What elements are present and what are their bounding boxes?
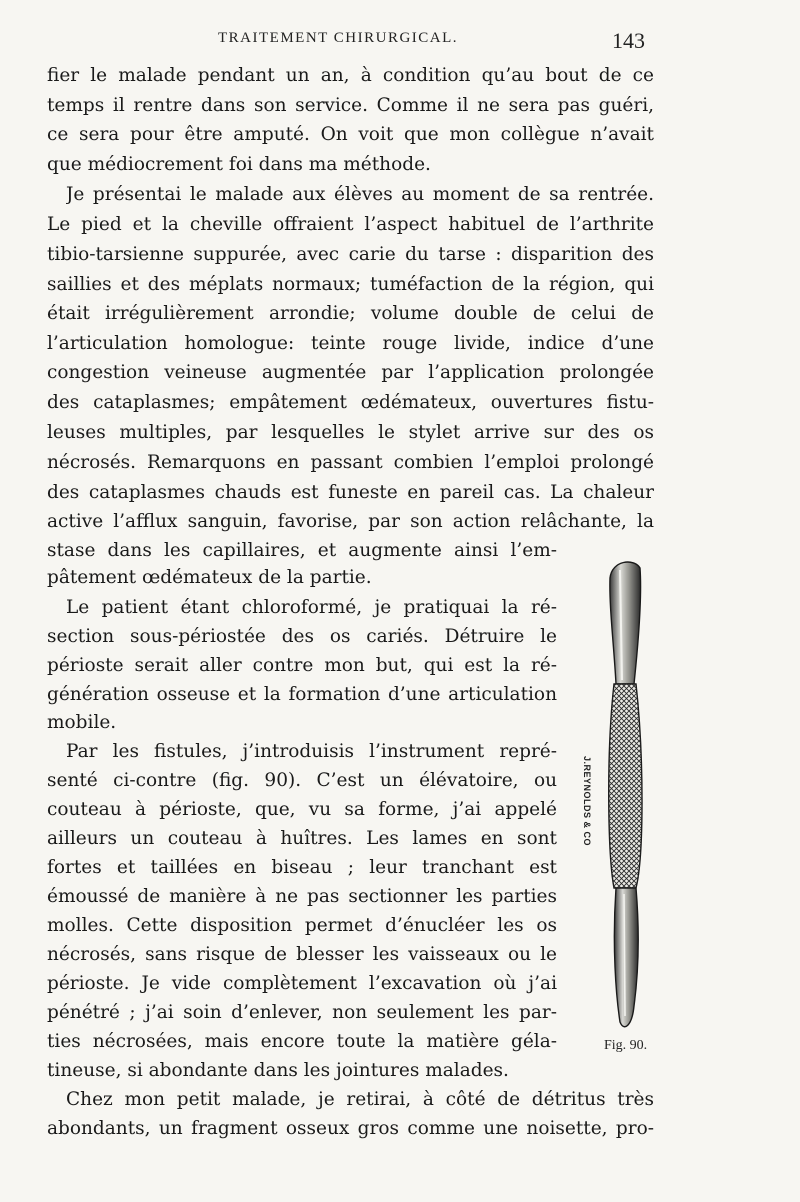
text-line: stase dans les capillaires, et augmente ainsi l’em- xyxy=(47,540,557,561)
text-line: tineuse, si abondante dans les jointures malades. xyxy=(47,1060,509,1081)
text-line: nécrosés. Remarquons en passant combien l’emploi prolongé xyxy=(47,452,654,473)
text-line: molles. Cette disposition permet d’énucléer les os xyxy=(47,915,557,936)
engraver-mark-text: J.REYNOLDS & CO xyxy=(582,756,592,847)
text-line: ce sera pour être amputé. On voit que mon collègue n’avait xyxy=(47,124,654,145)
text-line: nécrosés, sans risque de blesser les vaisseaux ou le xyxy=(47,944,557,965)
text-line: temps il rentre dans son service. Comme il ne sera pas guéri, xyxy=(47,95,654,116)
paragraph-start-line: Le patient étant chloroformé, je pratiquai la ré- xyxy=(66,597,557,618)
engraver-mark xyxy=(576,756,594,870)
text-line: périoste serait aller contre mon but, qui est la ré- xyxy=(47,655,557,676)
text-line: abondants, un fragment osseux gros comme une noisette, pro- xyxy=(47,1118,654,1139)
text-line: fier le malade pendant un an, à condition qu’au bout de ce xyxy=(47,65,654,86)
text-line: pénétré ; j’ai soin d’enlever, non seulement les par- xyxy=(47,1002,557,1023)
text-line: émoussé de manière à ne pas sectionner les parties xyxy=(47,886,557,907)
page-number: 143 xyxy=(612,28,645,53)
text-line: que médiocrement foi dans ma méthode. xyxy=(47,154,431,175)
text-line: Le pied et la cheville offraient l’aspect habituel de l’arthrite xyxy=(47,214,654,235)
paragraph-start-line: Par les fistules, j’introduisis l’instrument repré- xyxy=(66,741,557,762)
text-line: l’articulation homologue: teinte rouge livide, indice d’une xyxy=(47,333,654,354)
text-line: saillies et des méplats normaux; tuméfaction de la région, qui xyxy=(47,274,654,295)
text-line: couteau à périoste, que, vu sa forme, j’ai appelé xyxy=(47,799,557,820)
text-line: ailleurs un couteau à huîtres. Les lames en sont xyxy=(47,828,557,849)
text-line: senté ci-contre (fig. 90). C’est un élévatoire, ou xyxy=(47,770,557,791)
text-line: leuses multiples, par lesquelles le stylet arrive sur des os xyxy=(47,422,654,443)
paragraph-start-line: Chez mon petit malade, je retirai, à côté de détritus très xyxy=(66,1089,654,1110)
text-line: section sous-périostée des os cariés. Détruire le xyxy=(47,626,557,647)
text-line: congestion veineuse augmentée par l’application prolongée xyxy=(47,362,654,383)
text-line: génération osseuse et la formation d’une articulation xyxy=(47,684,557,705)
text-line: des cataplasmes; empâtement œdémateux, ouvertures fistu- xyxy=(47,392,654,413)
text-line: était irrégulièrement arrondie; volume double de celui de xyxy=(47,303,654,324)
paragraph-start-line: Je présentai le malade aux élèves au moment de sa rentrée. xyxy=(66,184,654,205)
text-line: ties nécrosées, mais encore toute la matière géla- xyxy=(47,1031,557,1052)
running-title: TRAITEMENT CHIRURGICAL. xyxy=(218,30,459,46)
text-line: pâtement œdémateux de la partie. xyxy=(47,567,372,588)
elevator-illustration xyxy=(594,556,658,1036)
text-line: tibio-tarsienne suppurée, avec carie du tarse : disparition des xyxy=(47,244,654,265)
figure-caption: Fig. 90. xyxy=(604,1038,648,1053)
text-line: des cataplasmes chauds est funeste en pareil cas. La chaleur xyxy=(47,482,654,503)
text-line: périoste. Je vide complètement l’excavation où j’ai xyxy=(47,973,557,994)
text-line: fortes et taillées en biseau ; leur tranchant est xyxy=(47,857,557,878)
text-line: active l’afflux sanguin, favorise, par son action relâchante, la xyxy=(47,511,654,532)
elevator-engraving xyxy=(594,556,658,1036)
text-line: mobile. xyxy=(47,712,117,733)
